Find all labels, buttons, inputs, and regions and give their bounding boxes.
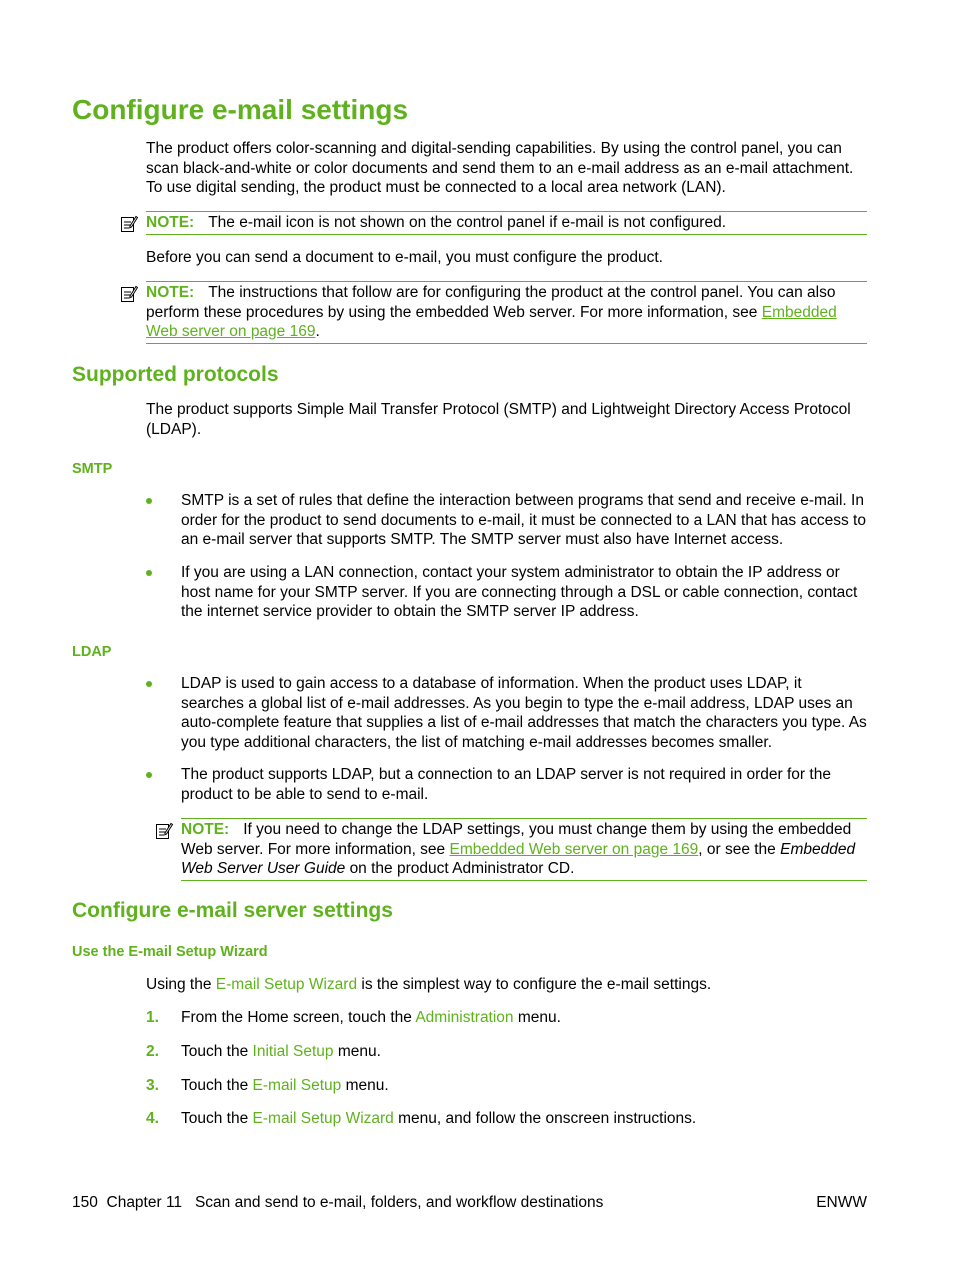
- step-text: menu.: [337, 1043, 381, 1060]
- note-label: NOTE:: [146, 284, 195, 301]
- step-ui: Initial Setup: [252, 1043, 334, 1060]
- smtp-bullet-2: If you are using a LAN connection, contact your system administrator to obtain the IP address or host name for your SMTP server. If you are connecting through a DSL or cable connection, contact the internet service provider to obtain the SMTP server IP address.: [181, 564, 858, 620]
- note-ldap-settings: [181, 818, 867, 881]
- step-ui: E-mail Setup: [252, 1077, 342, 1094]
- note-icon: [120, 215, 138, 233]
- step-number: 1.: [146, 1009, 159, 1026]
- step-4: [181, 1109, 867, 1129]
- step-3: [181, 1076, 867, 1096]
- ldap-heading: LDAP: [72, 644, 112, 660]
- note-text: If you need to change the LDAP settings, you must change them by using the embedded Web server. For more information, see: [181, 821, 852, 858]
- note-end: .: [315, 323, 320, 340]
- note-email-icon: [146, 211, 867, 235]
- step-2: [181, 1042, 867, 1062]
- note-icon: [155, 822, 173, 840]
- intro-paragraph: The product offers color-scanning and digital-sending capabilities. By using the control panel, you can scan black-and-white or color documents and send them to an e-mail address as an e-mail attachment. To use digital sending, the product must be connected to a local area network (LAN).: [146, 140, 854, 196]
- smtp-heading: SMTP: [72, 461, 113, 477]
- wizard-intro-pre: Using the: [146, 976, 212, 993]
- step-number: 3.: [146, 1077, 159, 1094]
- page-title: Configure e-mail settings: [72, 94, 409, 125]
- bullet-dot: [146, 570, 152, 576]
- supported-protocols-paragraph: The product supports Simple Mail Transfer Protocol (SMTP) and Lightweight Directory Access Protocol (LDAP).: [146, 401, 851, 438]
- step-text: Touch the: [181, 1043, 249, 1060]
- note-icon: [120, 285, 138, 303]
- bullet-dot: [146, 772, 152, 778]
- embedded-web-server-link[interactable]: Embedded Web server on page 169: [146, 303, 837, 340]
- step-1: [181, 1008, 867, 1028]
- guide-title: Embedded Web Server User Guide: [181, 840, 856, 877]
- ldap-bullet-1: LDAP is used to gain access to a database of information. When the product uses LDAP, it searches a global list of e-mail addresses. As you begin to type the e-mail address, LDAP uses an auto-complete feature that supplies a list of e-mail addresses that match the characters you type. As you type additional characters, the list of matching e-mail addresses becomes smaller.: [181, 675, 867, 751]
- step-ui: E-mail Setup Wizard: [252, 1110, 394, 1127]
- step-number: 2.: [146, 1043, 159, 1060]
- note-instructions: [146, 281, 867, 344]
- configure-server-heading: Configure e-mail server settings: [72, 899, 393, 922]
- step-number: 4.: [146, 1110, 159, 1127]
- note-label: NOTE:: [146, 214, 195, 231]
- chapter-label: Chapter 11: [106, 1194, 183, 1211]
- step-text: menu, and follow the onscreen instructions.: [398, 1110, 697, 1127]
- footer-left: [72, 1193, 603, 1213]
- wizard-intro: [146, 975, 868, 995]
- step-ui: Administration: [415, 1009, 514, 1026]
- embedded-web-server-link[interactable]: Embedded Web server on page 169: [449, 840, 699, 858]
- note-label: NOTE:: [181, 821, 230, 838]
- bullet-dot: [146, 681, 152, 687]
- before-paragraph: Before you can send a document to e-mail, you must configure the product.: [146, 249, 663, 266]
- note-text: The e-mail icon is not shown on the control panel if e-mail is not configured.: [208, 214, 727, 231]
- footer-right: ENWW: [816, 1194, 867, 1211]
- step-text: menu.: [345, 1077, 389, 1094]
- supported-protocols-heading: Supported protocols: [72, 363, 279, 386]
- wizard-intro-ui: E-mail Setup Wizard: [215, 976, 358, 993]
- step-text: From the Home screen, touch the: [181, 1009, 412, 1026]
- bullet-dot: [146, 498, 152, 504]
- chapter-title: Scan and send to e-mail, folders, and workflow destinations: [194, 1194, 604, 1211]
- step-text: menu.: [517, 1009, 561, 1026]
- step-text: Touch the: [181, 1110, 249, 1127]
- setup-wizard-heading: Use the E-mail Setup Wizard: [72, 944, 268, 960]
- ldap-bullet-2: The product supports LDAP, but a connection to an LDAP server is not required in order for the product to be able to send to e-mail.: [181, 766, 831, 803]
- note-text: The instructions that follow are for configuring the product at the control panel. You can also perform these procedures by using the embedded Web server. For more information, see: [146, 284, 836, 321]
- note-text-2: , or see the: [698, 840, 776, 858]
- smtp-bullet-1: SMTP is a set of rules that define the interaction between programs that send and receive e-mail. In order for the product to send documents to e-mail, it must be connected to a LAN that has access to an e-mail server that supports SMTP. The SMTP server must also have Internet access.: [181, 492, 866, 548]
- page-number: 150: [72, 1194, 98, 1211]
- wizard-intro-post: is the simplest way to configure the e-mail settings.: [361, 976, 712, 993]
- note-text-3: on the product Administrator CD.: [349, 860, 575, 877]
- step-text: Touch the: [181, 1077, 249, 1094]
